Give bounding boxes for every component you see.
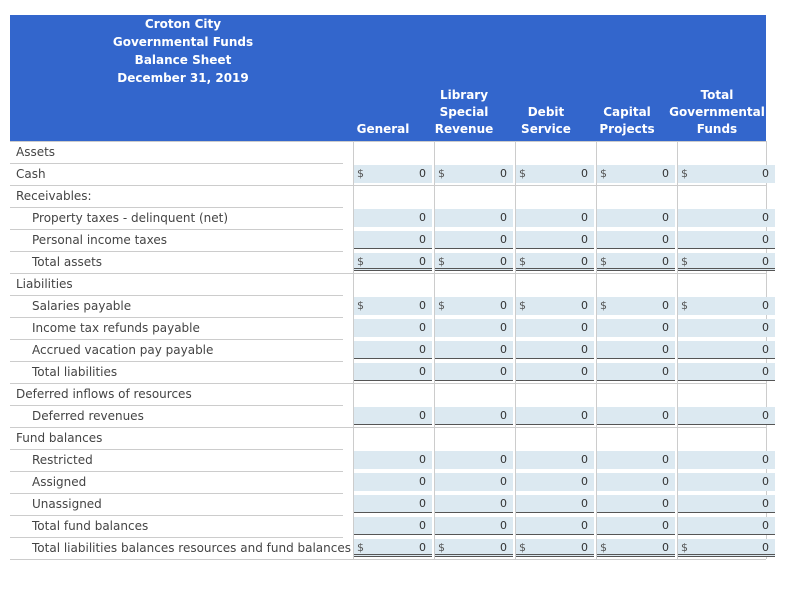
- table-row: [10, 317, 769, 339]
- amount-value: 0: [762, 343, 769, 356]
- amount-input[interactable]: [597, 253, 675, 271]
- dollar-sign: $: [357, 541, 364, 554]
- amount-input[interactable]: [516, 231, 594, 249]
- amount-value: 0: [500, 233, 507, 246]
- report-date: December 31, 2019: [117, 71, 249, 85]
- amount-input[interactable]: [678, 407, 775, 425]
- amount-value: 0: [581, 453, 588, 466]
- amount-value: 0: [662, 233, 669, 246]
- table-row: [10, 229, 769, 251]
- dollar-sign: $: [519, 255, 526, 268]
- amount-input[interactable]: [354, 407, 432, 425]
- amount-value: 0: [500, 343, 507, 356]
- amount-input[interactable]: [354, 539, 432, 557]
- dollar-sign: $: [600, 299, 607, 312]
- row-label: Liabilities: [16, 277, 73, 291]
- amount-input[interactable]: [678, 209, 775, 227]
- amount-value: 0: [500, 541, 507, 554]
- dollar-sign: $: [600, 255, 607, 268]
- row-divider: [10, 185, 766, 186]
- amount-value: 0: [762, 519, 769, 532]
- amount-input[interactable]: [435, 539, 513, 557]
- amount-input[interactable]: [516, 473, 594, 491]
- amount-input[interactable]: [435, 495, 513, 513]
- table-row: [10, 449, 769, 471]
- amount-value: 0: [500, 255, 507, 268]
- table-row: [10, 361, 769, 383]
- amount-value: 0: [762, 211, 769, 224]
- entity-name: Croton City: [144, 17, 222, 31]
- amount-value: 0: [581, 365, 588, 378]
- amount-input[interactable]: [435, 319, 513, 337]
- row-label: Total assets: [32, 255, 103, 269]
- amount-input[interactable]: [435, 253, 513, 271]
- amount-value: 0: [662, 409, 669, 422]
- amount-value: 0: [500, 211, 507, 224]
- amount-value: 0: [662, 497, 669, 510]
- amount-input[interactable]: [678, 319, 775, 337]
- row-label: Total fund balances: [32, 519, 149, 533]
- amount-input[interactable]: [516, 517, 594, 535]
- amount-input[interactable]: [597, 231, 675, 249]
- amount-value: 0: [662, 475, 669, 488]
- amount-value: 0: [581, 497, 588, 510]
- amount-input[interactable]: [354, 517, 432, 535]
- amount-value: 0: [581, 519, 588, 532]
- amount-value: 0: [581, 299, 588, 312]
- column-header-general: General: [356, 122, 410, 136]
- amount-value: 0: [419, 233, 426, 246]
- amount-input[interactable]: [354, 363, 432, 381]
- row-label: Salaries payable: [32, 299, 132, 313]
- amount-input[interactable]: [597, 473, 675, 491]
- amount-input[interactable]: [435, 407, 513, 425]
- amount-input[interactable]: [435, 209, 513, 227]
- amount-input[interactable]: [354, 209, 432, 227]
- amount-value: 0: [662, 321, 669, 334]
- amount-input[interactable]: [354, 319, 432, 337]
- statement-name: Governmental Funds: [112, 35, 254, 49]
- amount-input[interactable]: [597, 495, 675, 513]
- amount-value: 0: [419, 409, 426, 422]
- dollar-sign: $: [357, 255, 364, 268]
- amount-value: 0: [419, 541, 426, 554]
- row-divider: [10, 141, 766, 142]
- row-divider: [10, 163, 343, 164]
- amount-value: 0: [500, 475, 507, 488]
- dollar-sign: $: [600, 167, 607, 180]
- row-label: Unassigned: [32, 497, 102, 511]
- amount-value: 0: [662, 167, 669, 180]
- amount-input[interactable]: [678, 539, 775, 557]
- amount-value: 0: [581, 211, 588, 224]
- row-label: Accrued vacation pay payable: [32, 343, 214, 357]
- row-label: Deferred inflows of resources: [16, 387, 192, 401]
- amount-value: 0: [419, 321, 426, 334]
- table-row: [10, 383, 766, 405]
- amount-value: 0: [581, 409, 588, 422]
- amount-value: 0: [662, 365, 669, 378]
- amount-input[interactable]: [678, 495, 775, 513]
- amount-input[interactable]: [516, 341, 594, 359]
- amount-input[interactable]: [516, 253, 594, 271]
- amount-input[interactable]: [678, 231, 775, 249]
- column-header-capital-projects: Capital Projects: [599, 105, 655, 136]
- amount-value: 0: [419, 365, 426, 378]
- amount-value: 0: [500, 365, 507, 378]
- row-divider: [10, 427, 766, 428]
- row-label: Assigned: [32, 475, 87, 489]
- amount-input[interactable]: [354, 473, 432, 491]
- amount-value: 0: [762, 365, 769, 378]
- table-row: [10, 537, 769, 559]
- amount-value: 0: [662, 453, 669, 466]
- report-title: Balance Sheet: [134, 53, 232, 67]
- amount-input[interactable]: [678, 165, 775, 183]
- row-label: Cash: [16, 167, 46, 181]
- amount-value: 0: [581, 233, 588, 246]
- amount-value: 0: [419, 497, 426, 510]
- amount-value: 0: [500, 519, 507, 532]
- amount-input[interactable]: [435, 297, 513, 315]
- row-label: Receivables:: [16, 189, 92, 203]
- dollar-sign: $: [681, 167, 688, 180]
- amount-value: 0: [419, 167, 426, 180]
- amount-value: 0: [500, 167, 507, 180]
- row-label: Assets: [16, 145, 56, 159]
- amount-value: 0: [500, 453, 507, 466]
- amount-value: 0: [581, 541, 588, 554]
- amount-input[interactable]: [678, 363, 775, 381]
- amount-input[interactable]: [597, 209, 675, 227]
- amount-input[interactable]: [678, 297, 775, 315]
- amount-input[interactable]: [597, 539, 675, 557]
- amount-input[interactable]: [678, 341, 775, 359]
- dollar-sign: $: [519, 541, 526, 554]
- amount-input[interactable]: [354, 297, 432, 315]
- sheet-header: [10, 15, 766, 141]
- table-row: [10, 141, 766, 163]
- table-row: [10, 427, 766, 449]
- amount-input[interactable]: [435, 341, 513, 359]
- row-label: Restricted: [32, 453, 93, 467]
- amount-input[interactable]: [435, 451, 513, 469]
- row-divider: [10, 273, 766, 274]
- amount-input[interactable]: [435, 165, 513, 183]
- amount-value: 0: [419, 255, 426, 268]
- amount-value: 0: [662, 255, 669, 268]
- amount-value: 0: [762, 167, 769, 180]
- column-header-debit-service: Debit Service: [521, 105, 571, 136]
- amount-value: 0: [581, 343, 588, 356]
- amount-value: 0: [500, 299, 507, 312]
- row-label: Personal income taxes: [32, 233, 168, 247]
- row-label: Total liabilities: [32, 365, 118, 379]
- amount-value: 0: [762, 475, 769, 488]
- table-row: [10, 273, 766, 295]
- amount-value: 0: [500, 497, 507, 510]
- dollar-sign: $: [681, 299, 688, 312]
- amount-input[interactable]: [678, 253, 775, 271]
- table-row: [10, 251, 769, 273]
- row-divider: [10, 559, 766, 560]
- amount-value: 0: [662, 519, 669, 532]
- amount-input[interactable]: [678, 473, 775, 491]
- amount-input[interactable]: [597, 297, 675, 315]
- amount-value: 0: [419, 453, 426, 466]
- amount-input[interactable]: [516, 297, 594, 315]
- amount-value: 0: [419, 299, 426, 312]
- amount-input[interactable]: [516, 209, 594, 227]
- amount-input[interactable]: [597, 319, 675, 337]
- amount-value: 0: [762, 541, 769, 554]
- dollar-sign: $: [519, 167, 526, 180]
- table-row: [10, 163, 769, 185]
- amount-input[interactable]: [435, 473, 513, 491]
- amount-input[interactable]: [516, 407, 594, 425]
- amount-value: 0: [419, 519, 426, 532]
- amount-input[interactable]: [597, 407, 675, 425]
- dollar-sign: $: [438, 299, 445, 312]
- amount-input[interactable]: [516, 451, 594, 469]
- dollar-sign: $: [681, 541, 688, 554]
- amount-input[interactable]: [516, 539, 594, 557]
- amount-input[interactable]: [597, 517, 675, 535]
- amount-value: 0: [762, 321, 769, 334]
- amount-value: 0: [662, 343, 669, 356]
- amount-input[interactable]: [435, 363, 513, 381]
- table-row: [10, 207, 769, 229]
- dollar-sign: $: [357, 167, 364, 180]
- amount-input[interactable]: [597, 451, 675, 469]
- amount-value: 0: [762, 299, 769, 312]
- amount-input[interactable]: [678, 517, 775, 535]
- amount-value: 0: [419, 211, 426, 224]
- row-label: Deferred revenues: [32, 409, 144, 423]
- column-header-library-special-revenue: Library Special Revenue: [434, 88, 494, 136]
- amount-input[interactable]: [354, 341, 432, 359]
- amount-input[interactable]: [354, 253, 432, 271]
- dollar-sign: $: [681, 255, 688, 268]
- amount-input[interactable]: [597, 341, 675, 359]
- table-row: [10, 515, 769, 537]
- amount-value: 0: [762, 409, 769, 422]
- amount-value: 0: [762, 497, 769, 510]
- amount-value: 0: [500, 409, 507, 422]
- dollar-sign: $: [438, 541, 445, 554]
- row-label: Income tax refunds payable: [32, 321, 200, 335]
- amount-input[interactable]: [516, 363, 594, 381]
- amount-value: 0: [500, 321, 507, 334]
- amount-input[interactable]: [354, 231, 432, 249]
- amount-input[interactable]: [354, 165, 432, 183]
- amount-input[interactable]: [516, 165, 594, 183]
- amount-input[interactable]: [597, 363, 675, 381]
- table-row: [10, 185, 766, 207]
- amount-input[interactable]: [516, 495, 594, 513]
- dollar-sign: $: [519, 299, 526, 312]
- amount-value: 0: [762, 453, 769, 466]
- amount-value: 0: [762, 255, 769, 268]
- row-label: Property taxes - delinquent (net): [32, 211, 229, 225]
- row-label: Total liabilities balances resources and fund balances: [32, 541, 352, 555]
- dollar-sign: $: [438, 255, 445, 268]
- amount-value: 0: [662, 299, 669, 312]
- amount-value: 0: [662, 541, 669, 554]
- amount-value: 0: [419, 475, 426, 488]
- amount-input[interactable]: [597, 165, 675, 183]
- amount-input[interactable]: [678, 451, 775, 469]
- column-header-total-governmental-funds: Total Governmental Funds: [669, 88, 765, 136]
- amount-input[interactable]: [516, 319, 594, 337]
- table-row: [10, 493, 769, 515]
- row-label: Fund balances: [16, 431, 103, 445]
- dollar-sign: $: [438, 167, 445, 180]
- amount-value: 0: [762, 233, 769, 246]
- amount-input[interactable]: [354, 451, 432, 469]
- table-row: [10, 471, 769, 493]
- amount-value: 0: [419, 343, 426, 356]
- amount-value: 0: [581, 475, 588, 488]
- table-row: [10, 339, 769, 361]
- amount-input[interactable]: [354, 495, 432, 513]
- table-row: [10, 295, 769, 317]
- amount-value: 0: [581, 321, 588, 334]
- table-row: [10, 405, 769, 427]
- amount-value: 0: [581, 167, 588, 180]
- amount-value: 0: [662, 211, 669, 224]
- amount-value: 0: [581, 255, 588, 268]
- amount-input[interactable]: [435, 517, 513, 535]
- amount-input[interactable]: [435, 231, 513, 249]
- dollar-sign: $: [357, 299, 364, 312]
- dollar-sign: $: [600, 541, 607, 554]
